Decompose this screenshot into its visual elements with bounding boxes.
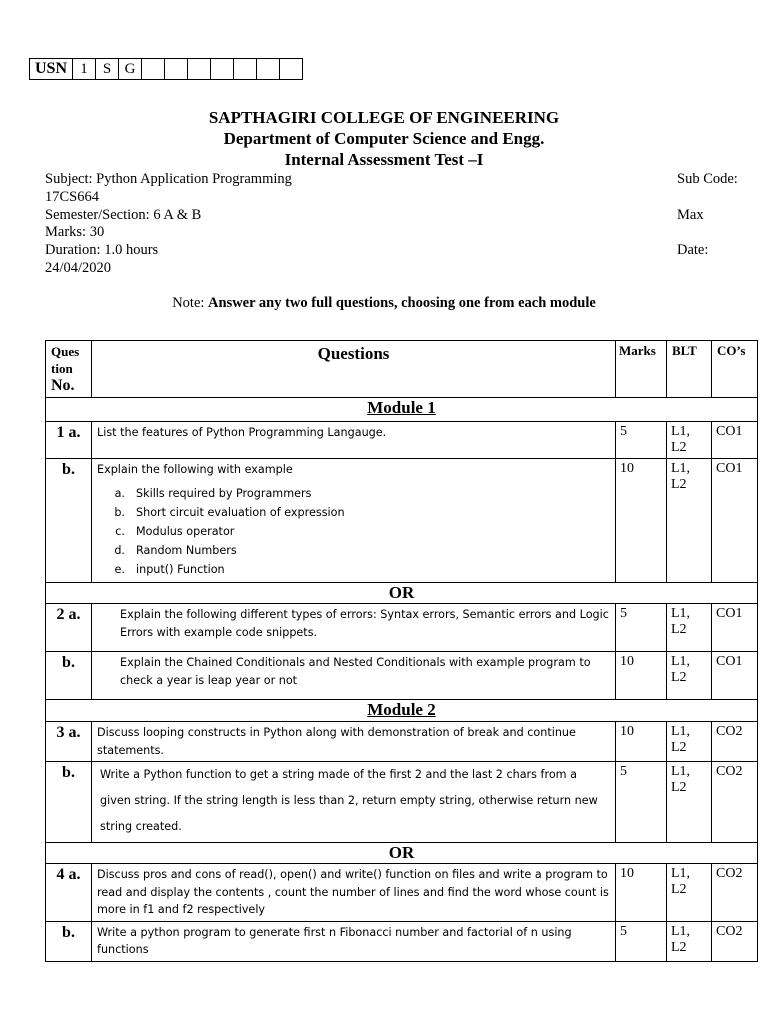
list-item: c. Modulus operator <box>115 524 235 538</box>
question-text: Discuss looping constructs in Python along with demonstration of break and continue statements. <box>92 722 616 762</box>
note-prefix: Note: <box>172 295 209 311</box>
usn-box <box>29 58 303 80</box>
question-marks: 5 <box>616 921 667 961</box>
blt-header: BLT <box>667 341 712 398</box>
question-blt: L1, L2 <box>667 722 712 762</box>
test-title: Internal Assessment Test –I <box>284 150 484 169</box>
department-name: Department of Computer Science and Engg. <box>223 129 545 148</box>
module-2-heading: Module 2 <box>46 700 758 722</box>
question-number: b. <box>46 762 92 843</box>
table-row <box>46 604 758 652</box>
semester: Semester/Section: 6 A & B <box>45 207 202 223</box>
question-blt: L1, L2 <box>667 921 712 961</box>
sub-question-list <box>97 485 610 580</box>
question-number: 1 a. <box>46 422 92 459</box>
question-co: CO2 <box>712 722 758 762</box>
list-item: e. input() Function <box>114 562 225 576</box>
question-marks: 10 <box>616 652 667 700</box>
question-co: CO1 <box>712 422 758 459</box>
question-text: Explain the Chained Conditionals and Nested Conditionals with example program to check a year is leap year or not <box>92 652 616 700</box>
question-marks: 5 <box>616 422 667 459</box>
table-row <box>46 762 758 843</box>
question-number: 2 a. <box>46 604 92 652</box>
note <box>0 295 768 312</box>
usn-char <box>165 59 188 80</box>
question-number: b. <box>46 921 92 961</box>
usn-label: USN <box>30 59 73 80</box>
question-marks: 5 <box>616 762 667 843</box>
question-table <box>45 340 758 962</box>
subcode-value: 17CS664 <box>45 189 99 205</box>
question-blt: L1, L2 <box>667 422 712 459</box>
table-header-row <box>46 341 758 398</box>
table-row <box>46 722 758 762</box>
list-item: b. Short circuit evaluation of expression <box>114 505 345 519</box>
questions-header: Questions <box>92 341 616 398</box>
date-value: 24/04/2020 <box>45 260 112 276</box>
note-text: Answer any two full questions, choosing one from each module <box>208 295 596 311</box>
question-number: b. <box>46 652 92 700</box>
question-marks: 10 <box>616 459 667 583</box>
or-divider: OR <box>46 583 758 604</box>
or-divider: OR <box>46 843 758 864</box>
max-label: Max <box>677 207 704 223</box>
question-co: CO1 <box>712 459 758 583</box>
table-row <box>46 459 758 583</box>
usn-char: S <box>96 59 119 80</box>
question-text: Write a Python function to get a string made of the first 2 and the last 2 chars from a given string. If the string length is less than 2, return empty string, otherwise return new string created. <box>92 762 616 843</box>
table-row <box>46 864 758 922</box>
duration: Duration: 1.0 hours <box>45 242 159 258</box>
usn-char: G <box>119 59 142 80</box>
question-blt: L1, L2 <box>667 604 712 652</box>
table-row <box>46 921 758 961</box>
list-item: d. Random Numbers <box>114 543 237 557</box>
table-row <box>46 422 758 459</box>
question-marks: 5 <box>616 604 667 652</box>
question-co: CO2 <box>712 762 758 843</box>
list-item: a. Skills required by Programmers <box>114 486 312 500</box>
module-row <box>46 398 758 422</box>
or-row <box>46 843 758 864</box>
module-1-heading: Module 1 <box>46 398 758 422</box>
cos-header: CO’s <box>712 341 758 398</box>
question-text: Explain the following with example a. Skills required by Programmers b. Short circuit evaluation of expression c. Modulus operator d. Random Numbers e. input() Function <box>92 459 616 583</box>
usn-char <box>188 59 211 80</box>
date-label: Date: <box>677 242 709 258</box>
module-row <box>46 700 758 722</box>
question-text: Discuss pros and cons of read(), open() and write() function on files and write a program to read and display the contents , count the number of lines and find the word whose count is more in f1 and f2 respectively <box>92 864 616 922</box>
usn-char: 1 <box>73 59 96 80</box>
marks-header: Marks <box>616 341 667 398</box>
question-text: Write a python program to generate first n Fibonacci number and factorial of n using functions <box>92 921 616 961</box>
question-blt: L1, L2 <box>667 864 712 922</box>
question-co: CO1 <box>712 652 758 700</box>
question-marks: 10 <box>616 722 667 762</box>
question-blt: L1, L2 <box>667 652 712 700</box>
question-number: b. <box>46 459 92 583</box>
usn-char <box>142 59 165 80</box>
subject: Subject: Python Application Programming <box>45 171 292 187</box>
question-blt: L1, L2 <box>667 762 712 843</box>
usn-char <box>211 59 234 80</box>
question-co: CO1 <box>712 604 758 652</box>
question-number: 4 a. <box>46 864 92 922</box>
question-text: Explain the following different types of errors: Syntax errors, Semantic errors and Logic Errors with example code snippets. <box>92 604 616 652</box>
question-number: 3 a. <box>46 722 92 762</box>
usn-char <box>234 59 257 80</box>
table-row <box>46 652 758 700</box>
question-co: CO2 <box>712 921 758 961</box>
question-marks: 10 <box>616 864 667 922</box>
qno-header: Ques tion No. <box>46 341 92 398</box>
subcode-label: Sub Code: <box>677 171 738 187</box>
or-row <box>46 583 758 604</box>
marks-value: Marks: 30 <box>45 224 105 240</box>
question-blt: L1, L2 <box>667 459 712 583</box>
usn-char <box>280 59 303 80</box>
usn-char <box>257 59 280 80</box>
college-name: SAPTHAGIRI COLLEGE OF ENGINEERING <box>208 108 560 127</box>
question-co: CO2 <box>712 864 758 922</box>
question-text: List the features of Python Programming Langauge. <box>92 422 616 459</box>
